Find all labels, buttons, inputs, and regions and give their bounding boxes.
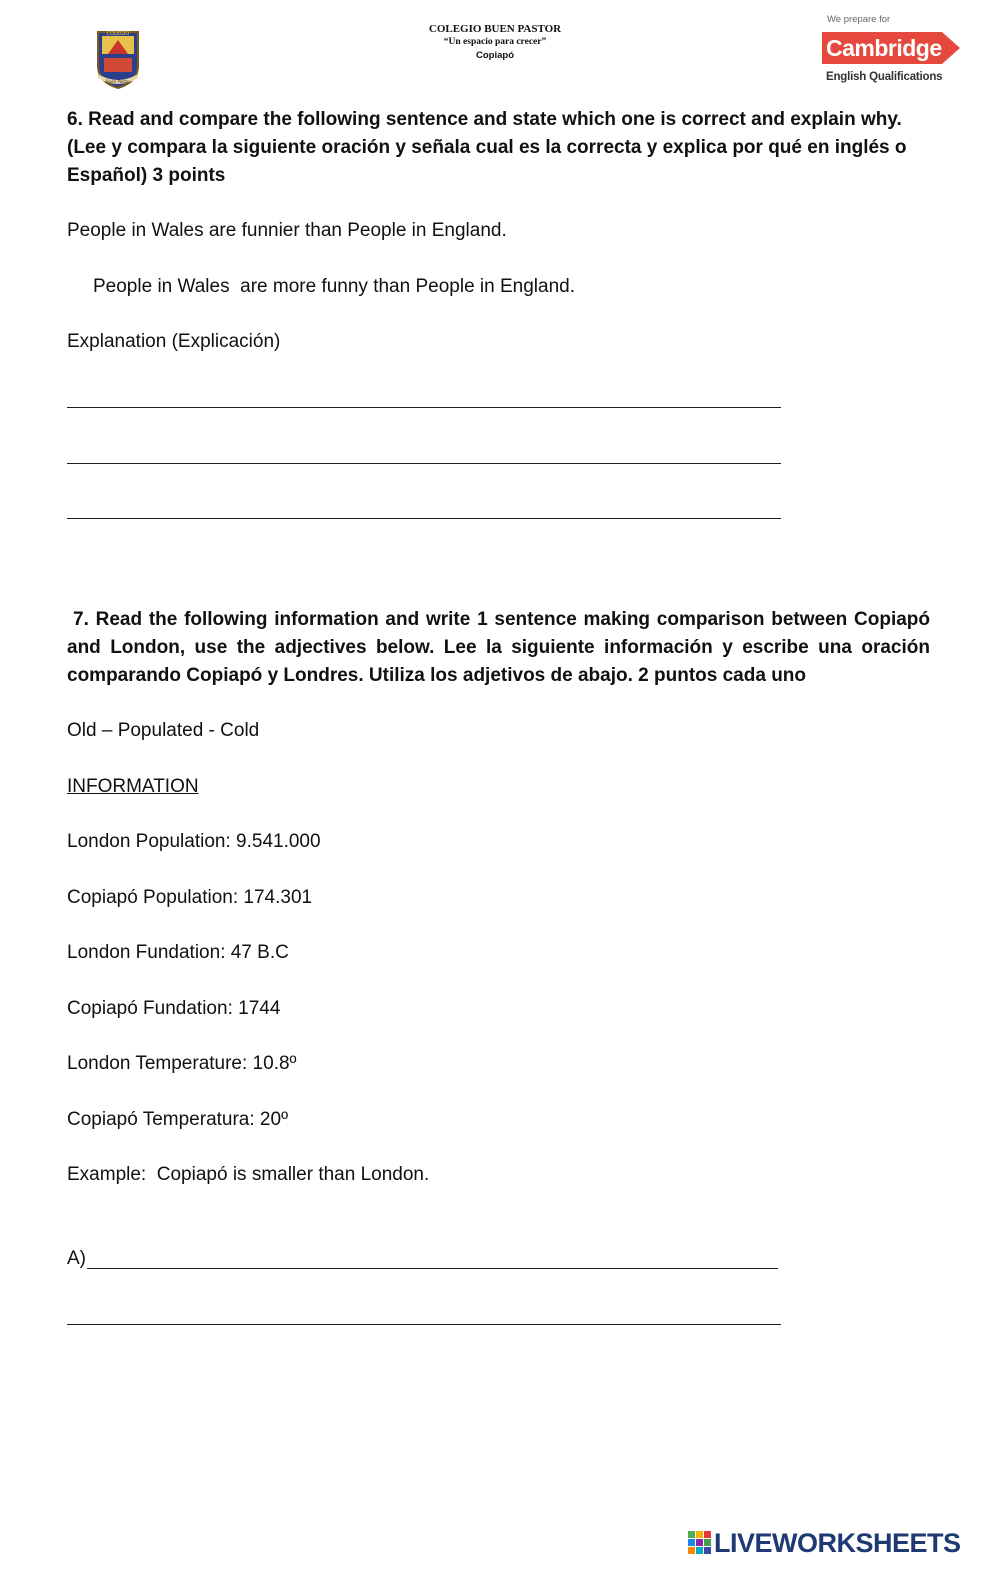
info-line: London Temperature: 10.8º: [67, 1053, 297, 1074]
answer-label-a: A): [67, 1248, 86, 1269]
cambridge-name: Cambridge: [826, 35, 942, 61]
q7-adjectives: Old – Populated - Cold: [67, 720, 260, 741]
q6-prompt: 6. Read and compare the following sentence and state which one is correct and explain why. (Lee y compara la siguiente oración y señala cual es la correcta y explica por qué en inglés o Español) 3 points: [67, 109, 907, 186]
svg-text:Buen Pastor: Buen Pastor: [106, 79, 130, 84]
info-line: Copiapó Fundation: 1744: [67, 998, 281, 1019]
answer-line[interactable]: [67, 463, 781, 464]
q7-prompt: 7. Read the following information and write 1 sentence making comparison between Copiapó and London, use the adjectives below. Lee la siguiente información y escribe una oración comparando Copiapó y Londres. Utiliza los adjetivos de abajo. 2 puntos cada uno: [67, 609, 930, 686]
q7-info-heading: INFORMATION: [67, 776, 199, 797]
answer-line[interactable]: [67, 518, 781, 519]
school-name: COLEGIO BUEN PASTOR: [428, 23, 562, 35]
liveworksheets-icon: [688, 1531, 712, 1555]
info-line: London Fundation: 47 B.C: [67, 942, 289, 963]
school-motto: “Un espacio para crecer”: [443, 37, 547, 47]
q6-sentence-b: People in Wales are more funny than People in England.: [93, 276, 575, 297]
cambridge-pre-text: We prepare for: [827, 14, 891, 25]
q6-explanation-label: Explanation (Explicación): [67, 331, 281, 352]
answer-line[interactable]: [67, 1324, 781, 1325]
cambridge-subtitle: English Qualifications: [826, 71, 943, 83]
svg-text:COLEGIO: COLEGIO: [106, 31, 130, 37]
q6-sentence-a: People in Wales are funnier than People in England.: [67, 220, 507, 241]
info-line: Copiapó Population: 174.301: [67, 887, 313, 908]
school-header: [395, 23, 595, 62]
q7-example: Example: Copiapó is smaller than London.: [67, 1164, 430, 1185]
answer-line-a[interactable]: [87, 1268, 778, 1269]
school-crest-logo: [94, 26, 142, 90]
school-city: Copiapó: [476, 50, 514, 61]
cambridge-logo: [822, 14, 972, 90]
info-line: Copiapó Temperatura: 20º: [67, 1109, 289, 1130]
info-line: London Population: 9.541.000: [67, 831, 321, 852]
liveworksheets-text: LIVEWORKSHEETS: [714, 1528, 961, 1558]
answer-line[interactable]: [67, 407, 781, 408]
